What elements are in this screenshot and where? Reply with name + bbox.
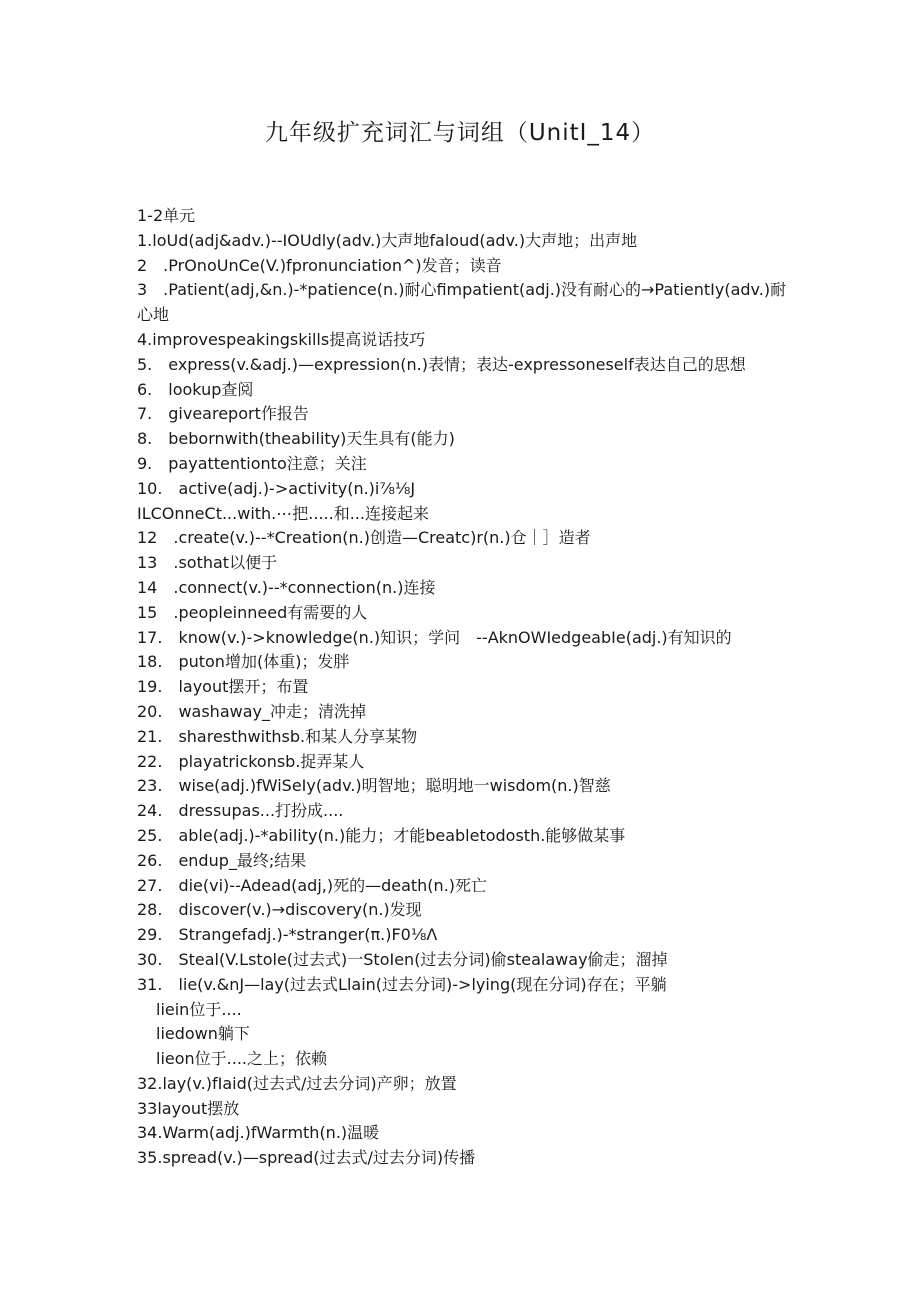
vocab-entry: 22. playatrickonsb.捉弄某人: [137, 751, 365, 771]
vocab-entry: 1.loUd(adj&adv.)--IOUdly(adv.)大声地faloud(adv.)大声地；出声地: [137, 230, 638, 250]
vocab-entry: 8. bebornwith(theability)天生具有(能力): [137, 429, 455, 449]
vocab-entry: 10. active(adj.)->activity(n.)i⅞⅛J: [137, 478, 416, 498]
vocab-entry: 4.improvespeakingskills提高说话技巧: [137, 329, 426, 349]
vocab-entry: 30. Steal(V.Lstole(过去式)一StoIen(过去分词)偷stealaway偷走；溜掉: [137, 949, 668, 969]
vocab-entry: 5. express(v.&adj.)—expression(n.)表情；表达-expressoneself表达自己的思想: [137, 354, 746, 374]
vocab-entry: 2 .PrOnoUnCe(V.)fpronunciation^)发音；读音: [137, 255, 502, 275]
vocabulary-list: [137, 204, 787, 1171]
section-heading: 1-2单元: [137, 206, 196, 225]
vocab-entry: 25. able(adj.)-*ability(n.)能力；才能beabletodosth.能够做某事: [137, 825, 626, 845]
vocab-entry: 35.spread(v.)—spread(过去式/过去分词)传播: [137, 1148, 476, 1168]
vocab-entry: 14 .connect(v.)--*connection(n.)连接: [137, 577, 436, 597]
vocab-entry: 3 .Patient(adj,&n.)-*patience(n.)耐心fimpatient(adj.)没有耐心的→PatientIy(adv.)耐心地: [137, 280, 787, 325]
vocab-entry: 33layout摆放: [137, 1098, 240, 1118]
vocab-entry: 17. know(v.)->knowledge(n.)知识；学问 --AknOWIedgeabIe(adj.)有知识的: [137, 627, 732, 647]
vocab-entry: 7. giveareport作报告: [137, 404, 309, 424]
vocab-entry: 31. lie(v.&nJ—lay(过去式Llain(过去分词)->lying(现在分词)存在；平躺: [137, 974, 667, 994]
vocab-entry: 34.Warm(adj.)fWarmth(n.)温暖: [137, 1123, 380, 1143]
vocab-entry: 23. wise(adj.)fWiSeIy(adv.)明智地；聪明地一wisdom(n.)智慈: [137, 776, 611, 796]
page-title: 九年级扩充词汇与词组（UnitI_14）: [264, 120, 656, 146]
vocab-entry: 29. Strangefadj.)-*stranger(π.)F0⅛Λ: [137, 925, 438, 945]
vocab-entry: 6. lookup查阅: [137, 379, 254, 399]
vocab-entry: 21. sharesthwithsb.和某人分享某物: [137, 726, 418, 746]
vocab-entry: liedown躺下: [156, 1024, 250, 1044]
vocab-entry: 28. discover(v.)→discovery(n.)发现: [137, 900, 422, 920]
vocab-entry: 32.lay(v.)fIaid(过去式/过去分词)产卵；放置: [137, 1073, 457, 1093]
vocab-entry: liein位于....: [156, 999, 242, 1019]
vocab-entry: 19. layout摆开；布置: [137, 677, 309, 697]
vocab-entry: 13 .sothat以便于: [137, 553, 278, 573]
vocab-entry: 27. die(vi)--Adead(adj,)死的—death(n.)死亡: [137, 875, 488, 895]
vocab-entry: lieon位于....之上；依赖: [156, 1049, 328, 1069]
vocab-entry: 20. washaway_冲走；清洗掉: [137, 701, 366, 721]
vocab-entry: 12 .create(v.)--*Creation(n.)创造—Creatc)r(n.)仓｜］造者: [137, 528, 591, 548]
vocab-entry: ILCOnneCt...with.⋯把.....和...连接起来: [137, 503, 429, 523]
vocab-entry: 24. dressupas...打扮成....: [137, 801, 344, 821]
vocab-entry: 9. payattentionto注意；关注: [137, 453, 367, 473]
vocab-entry: 26. endup_最终;结果: [137, 850, 307, 870]
vocab-entry: 18. puton增加(体重)；发胖: [137, 652, 350, 672]
vocab-entry: 15 .peopleinneed有需要的人: [137, 602, 368, 622]
